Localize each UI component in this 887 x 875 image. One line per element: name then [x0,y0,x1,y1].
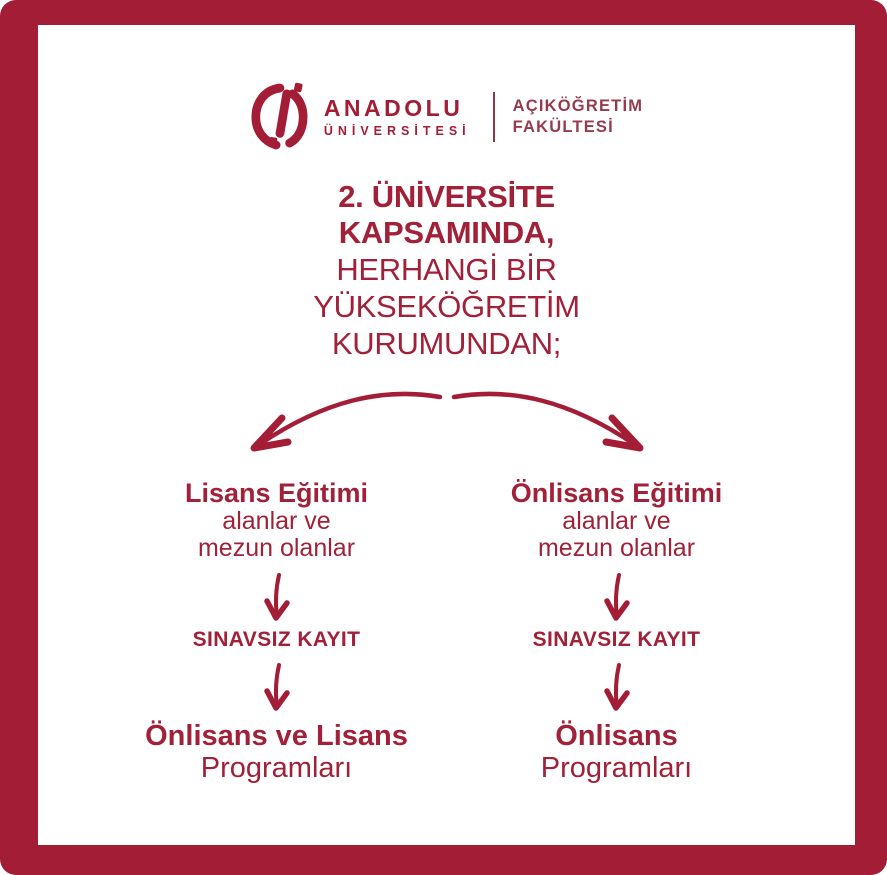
step-label: SINAVSIZ KAYIT [532,628,701,651]
result-heading: Önlisans [555,720,678,752]
split-curved-arrows-icon [232,388,662,458]
branch-subtext: alanlar ve [562,507,671,535]
faculty-line-2: FAKÜLTESİ [512,118,614,136]
infographic-card [38,25,855,845]
result-subtext: Programları [540,752,693,784]
faculty-wordmark [513,96,644,138]
branch-heading: Önlisans Eğitimi [510,478,723,508]
anadolu-university-logo-icon [250,81,308,153]
logo-divider [493,92,495,142]
title-line: HERHANGİ BİR [336,252,557,287]
university-wordmark [324,95,471,139]
branch-columns [107,478,787,784]
title-line: KURUMUNDAN; [331,326,562,361]
branch-subtext: mezun olanlar [537,534,696,562]
branch-subtext: mezun olanlar [197,534,356,562]
page-title [313,179,580,362]
branch-lisans [107,478,447,784]
branch-onlisans [447,478,787,784]
title-line: KAPSAMINDA, [338,215,555,250]
result-heading: Önlisans ve Lisans [145,720,408,752]
down-arrow-icon [600,572,634,622]
title-line: YÜKSEKÖĞRETİM [313,289,580,324]
university-name: ANADOLU [323,95,464,121]
step-label: SINAVSIZ KAYIT [192,628,361,651]
result-subtext: Programları [200,752,353,784]
down-arrow-icon [600,662,634,712]
down-arrow-icon [260,572,294,622]
branch-heading: Lisans Eğitimi [184,478,369,508]
faculty-line-1: AÇIKÖĞRETİM [512,97,644,115]
title-line: 2. ÜNİVERSİTE [338,179,555,214]
down-arrow-icon [260,662,294,712]
logo-header [250,81,643,153]
branch-subtext: alanlar ve [222,507,331,535]
university-subtitle: ÜNİVERSİTESİ [323,124,471,138]
